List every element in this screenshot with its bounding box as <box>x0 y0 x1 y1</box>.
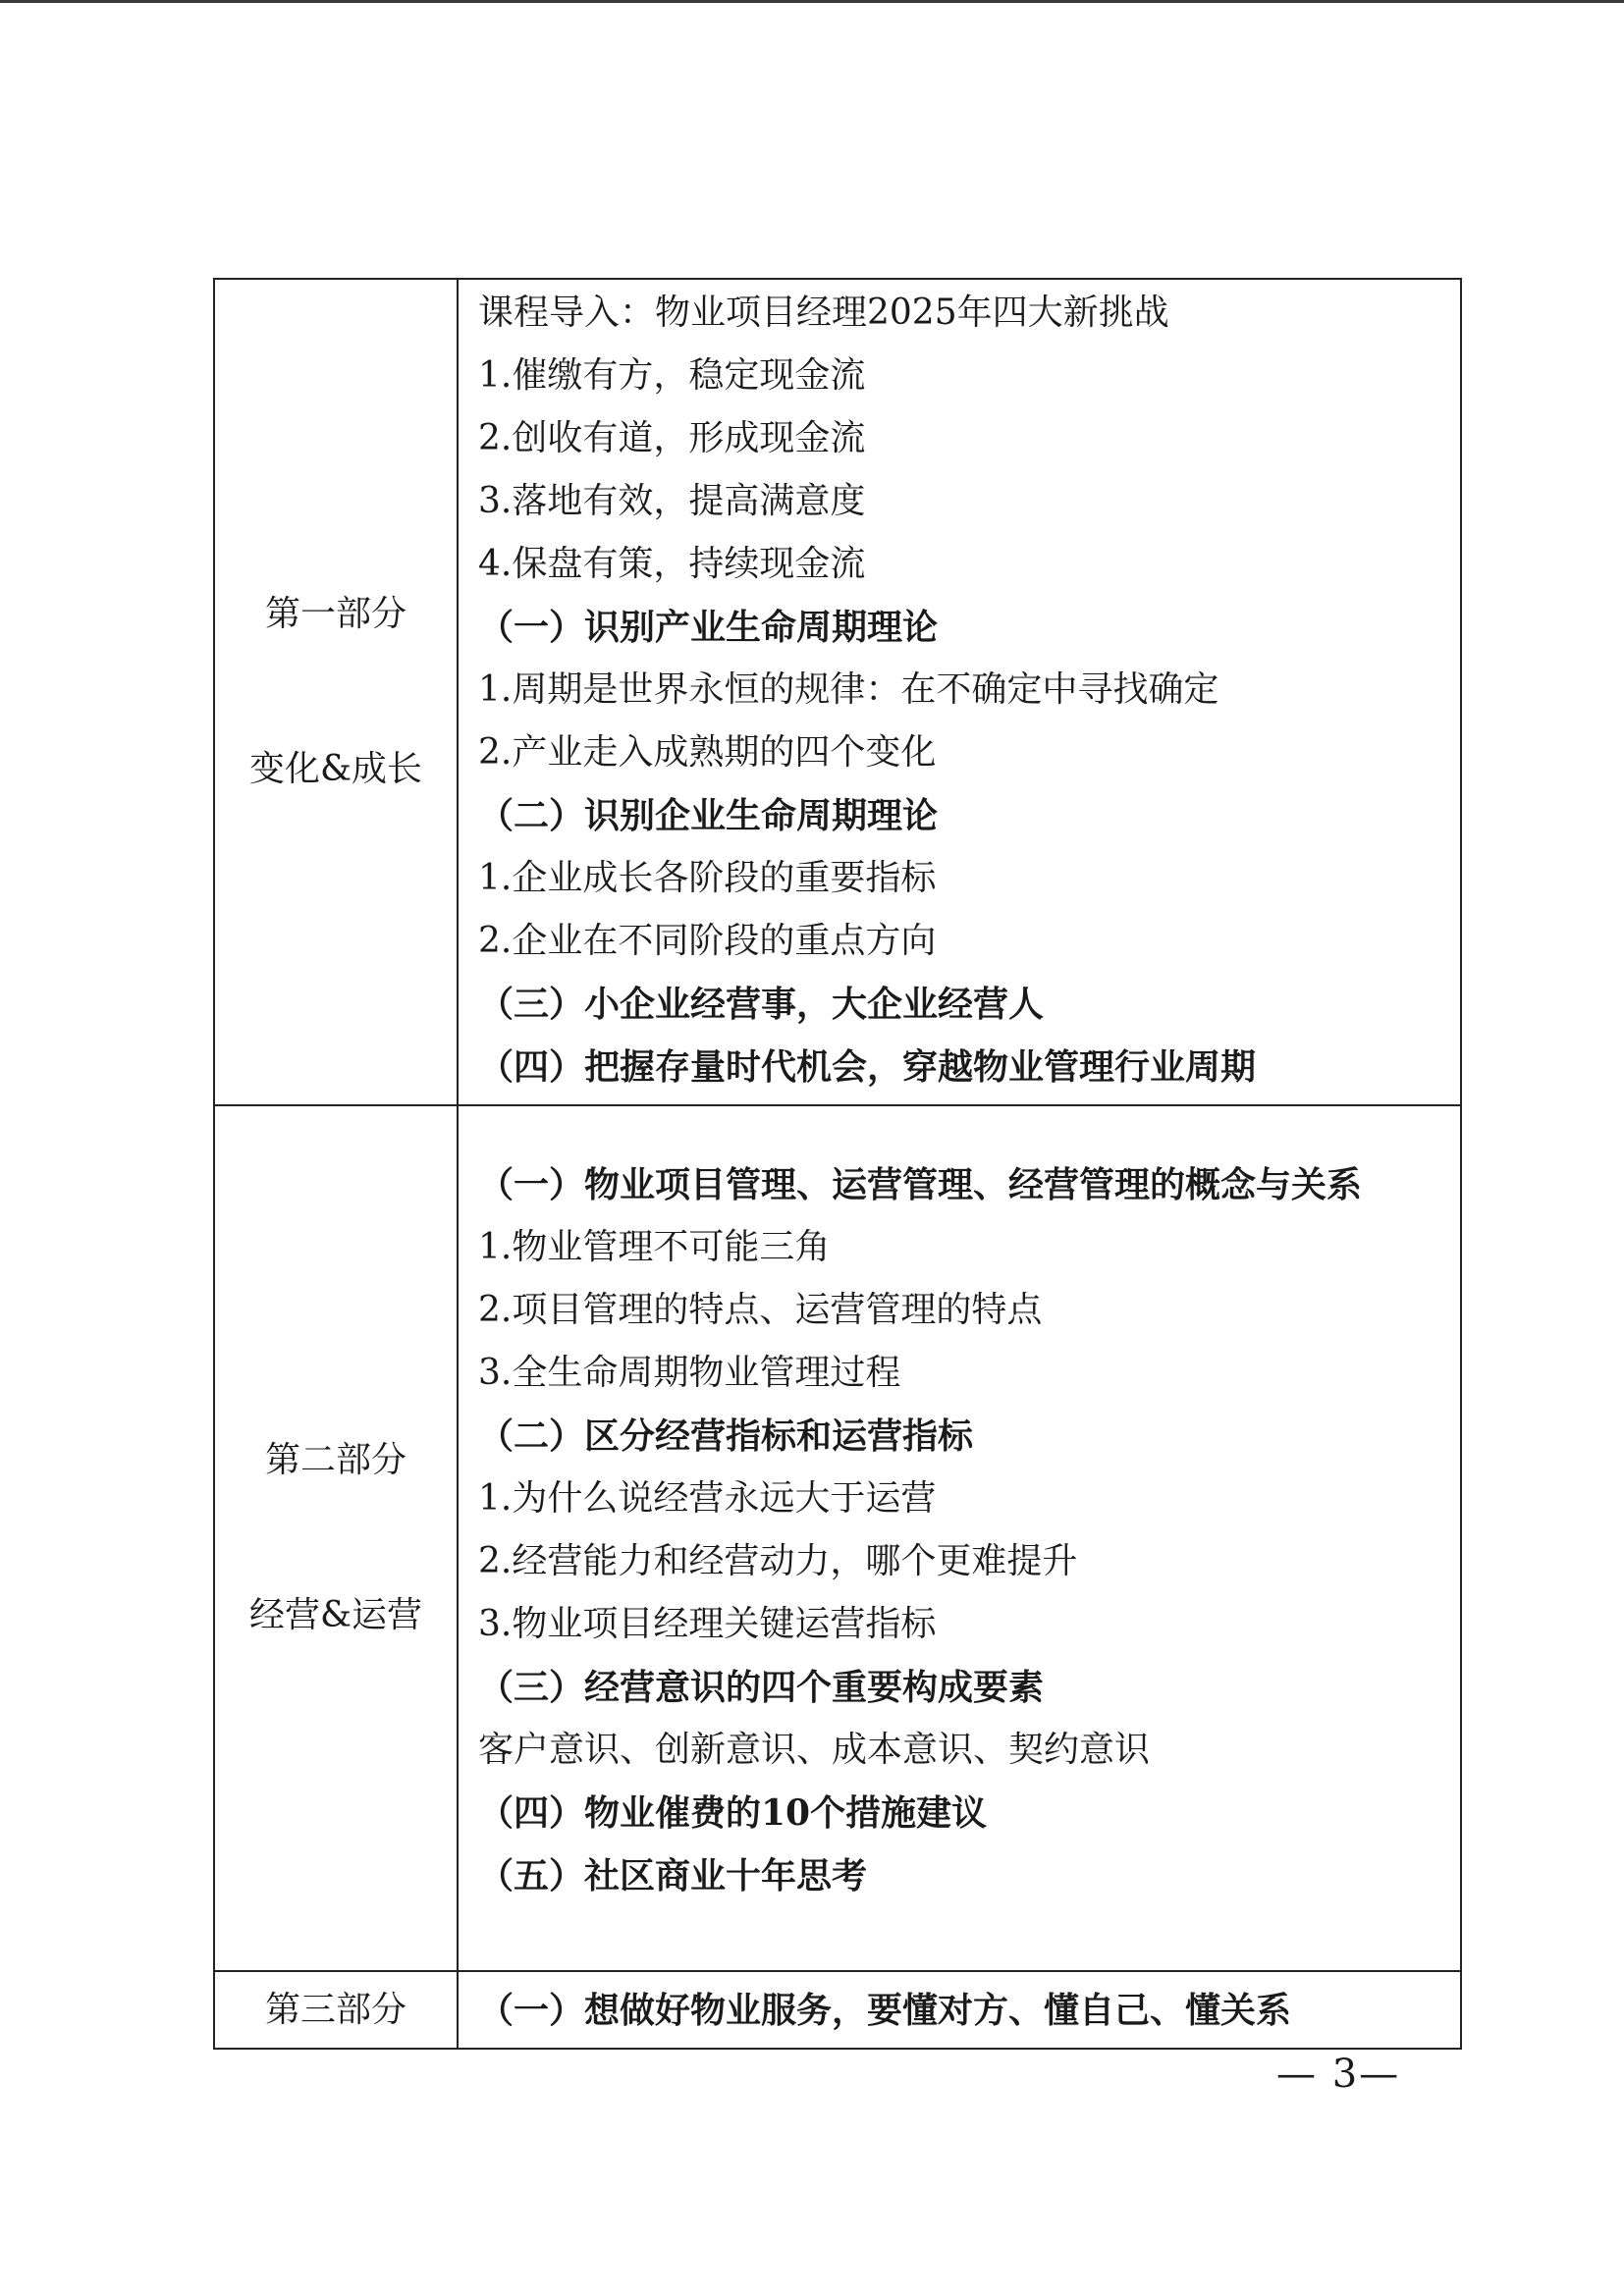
list-item: 客户意识、创新意识、成本意识、契约意识 <box>478 1730 1151 1770</box>
section-heading: （四）物业催费的10个措施建议 <box>478 1792 988 1834</box>
table-row <box>214 279 1461 1105</box>
table-row <box>214 1971 1461 2049</box>
part-cell <box>214 1105 458 1971</box>
list-item: 2.项目管理的特点、运营管理的特点 <box>478 1290 1043 1330</box>
page-number: — 3— <box>1276 2052 1401 2097</box>
course-intro: 课程导入：物业项目经理2025年四大新挑战 <box>478 293 1169 333</box>
part-cell <box>214 279 458 1105</box>
section-heading: （一）想做好物业服务，要懂对方、懂自己、懂关系 <box>478 1989 1292 2031</box>
course-outline-table <box>213 278 1462 2050</box>
content-cell <box>458 1105 1461 1971</box>
list-item: 1.企业成长各阶段的重要指标 <box>478 858 937 898</box>
list-item: 1.物业管理不可能三角 <box>478 1227 831 1267</box>
section-heading: （一）识别产业生命周期理论 <box>478 607 939 648</box>
content-cell <box>458 279 1461 1105</box>
list-item: 1.为什么说经营永远大于运营 <box>478 1478 937 1519</box>
table-row <box>214 1105 1461 1971</box>
part-title: 第一部分 <box>264 594 406 634</box>
part-cell <box>214 1971 458 2049</box>
part-subtitle: 变化&成长 <box>248 749 423 789</box>
list-item: 3.物业项目经理关键运营指标 <box>478 1604 937 1644</box>
list-item: 1.周期是世界永恒的规律：在不确定中寻找确定 <box>478 669 1219 710</box>
part-title: 第三部分 <box>264 1989 406 2030</box>
list-item: 3.落地有效，提高满意度 <box>478 481 866 521</box>
section-heading: （四）把握存量时代机会，穿越物业管理行业周期 <box>478 1046 1257 1088</box>
list-item: 3.全生命周期物业管理过程 <box>478 1353 901 1393</box>
part-title: 第二部分 <box>264 1440 406 1480</box>
list-item: 2.产业走入成熟期的四个变化 <box>478 732 937 773</box>
content-cell <box>458 1971 1461 2049</box>
list-item: 2.经营能力和经营动力，哪个更难提升 <box>478 1541 1078 1581</box>
section-heading: （三）经营意识的四个重要构成要素 <box>478 1667 1045 1708</box>
scan-top-edge <box>0 0 1624 3</box>
part-subtitle: 经营&运营 <box>248 1595 423 1635</box>
list-item: 1.催缴有方，稳定现金流 <box>478 355 866 396</box>
section-heading: （五）社区商业十年思考 <box>478 1855 868 1896</box>
list-item: 2.创收有道，形成现金流 <box>478 418 866 458</box>
section-heading: （三）小企业经营事，大企业经营人 <box>478 984 1045 1025</box>
section-heading: （二）识别企业生命周期理论 <box>478 795 939 836</box>
list-item: 2.企业在不同阶段的重点方向 <box>478 921 937 961</box>
list-item: 4.保盘有策，持续现金流 <box>478 544 866 584</box>
section-heading: （一）物业项目管理、运营管理、经营管理的概念与关系 <box>478 1164 1363 1205</box>
section-heading: （二）区分经营指标和运营指标 <box>478 1415 974 1457</box>
